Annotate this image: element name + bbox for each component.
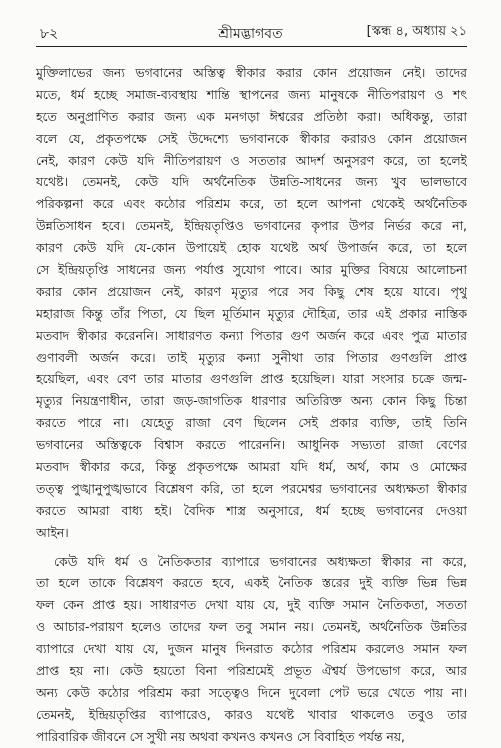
header-rule <box>36 46 467 47</box>
text-line: তেমনই, ইন্দ্রিয়তৃপ্তির ব্যাপারেও, কারও যথেষ্ট খাবার থাকলেও তবুও তার <box>36 706 467 722</box>
page-body <box>36 62 467 748</box>
paragraph <box>36 551 467 748</box>
text-line: প্রাপ্ত হয় না। কেউ হয়তো বিনা পরিশ্রমেই প্রভূত ঐশ্বর্য উপভোগ করে, আর <box>36 663 467 679</box>
text-line: হতে অনুপ্রাণিত করার জন্য এক মনগড়া ঈশ্বরের প্রতিষ্ঠা করা। অধিকন্তু, তারা <box>36 108 467 124</box>
text-line: নেই, কারণ কেউ যদি নীতিপরায়ণ ও সততার আদর্শ অনুসরণ করে, তা হলেই <box>36 152 467 168</box>
text-line: মতবাদ স্বীকার করেননি। সাধারণত কন্যা পিতার গুণ অর্জন করে এবং পুত্র মাতার <box>36 327 467 343</box>
text-line: অন্য কেউ কঠোর পরিশ্রম করা সত্ত্বেও দিনে দুবেলা পেট ভরে খেতে পায় না। <box>36 684 467 700</box>
page-header <box>0 22 501 46</box>
text-line: বলে যে, প্রকৃতপক্ষে সেই উদ্দেশ্যে ভগবানকে স্বীকার করারও কোন প্রয়োজন <box>36 130 467 146</box>
text-line: কারণ কেউ যদি যে-কোন উপায়েই হোক যথেষ্ট অর্থ উপার্জন করে, তা হলে <box>36 240 467 256</box>
text-line: কেউ যদি ধর্ম ও নৈতিকতার ব্যাপারে ভগবানের অধ্যক্ষতা স্বীকার না করে, <box>54 553 467 569</box>
paragraph <box>36 62 467 544</box>
text-line: ভগবানের অস্তিত্বকে বিশ্বাস করতে পারেননি। আধুনিক সভ্যতা রাজা বেণের <box>36 437 467 453</box>
text-line: পারিবারিক জীবনে সে সুখী নয় অথবা কখনও কখনও সে বিবাহিত পর্যন্ত নয়, <box>36 728 405 744</box>
text-line: ব্যাপারে দেখা যায় যে, দুজন মানুষ দিনরাত কঠোর পরিশ্রম করলেও সমান ফল <box>36 641 467 657</box>
text-line: মুক্তিলাভের জন্য ভগবানের অস্তিত্ব স্বীকার করার কোন প্রয়োজন নেই। তাদের <box>36 65 467 80</box>
text-line: গুণাবলী অর্জন করে। তাই মৃত্যুর কন্যা সুনীথা তার পিতার গুণগুলি প্রাপ্ত <box>36 349 467 365</box>
page-number: ৮২ <box>40 26 59 42</box>
text-line: ও আচার-পরায়ণ হলেও তাদের ফল তবু সমান নয়। তেমনই, অর্থনৈতিক উন্নতির <box>36 619 467 635</box>
text-line: মতে, ধর্ম হচ্ছে সমাজ-ব্যবস্থায় শান্তি স্থাপনের জন্য মানুষকে নীতিপরায়ণ ও শৎ <box>36 86 467 102</box>
text-line: হয়েছিল, এবং বেণ তার মাতার গুণগুলি প্রাপ্ত হয়েছিল। যারা সংসার চক্রে জন্ম- <box>36 371 467 387</box>
text-line: তা হলে তাকে বিশ্লেষণ করতে হবে, একই নৈতিক স্তরের দুই ব্যক্তি ভিন্ন ভিন্ন <box>36 575 467 591</box>
text-line: যথেষ্ট। তেমনই, কেউ যদি অর্থনৈতিক উন্নতি-সাধনের জন্য খুব ভালভাবে <box>36 174 467 190</box>
text-line: সে ইন্দ্রিয়তৃপ্তি সাধনের জন্য পর্যাপ্ত সুযোগ পাবে। আর মুক্তির বিষয়ে আলোচনা <box>36 262 467 278</box>
text-line: পরিকল্পনা করে এবং কঠোর পরিশ্রম করে, তা হলে আপনা থেকেই অর্থনৈতিক <box>36 196 467 212</box>
text-line: উন্নতিসাধন হবে। তেমনই, ইন্দ্রিয়তৃপ্তিও ভগবানের কৃপার উপর নির্ভর করে না, <box>36 218 467 234</box>
text-line: আইন। <box>36 524 69 540</box>
text-line: মতবাদ স্বীকার করে, কিন্তু প্রকৃতপক্ষে আমরা যদি ধর্ম, অর্থ, কাম ও মোক্ষের <box>36 459 467 475</box>
text-line: ফল কেন প্রাপ্ত হয়। সাধারণত দেখা যায় যে, দুই ব্যক্তি সমান নৈতিকতা, সততা <box>36 597 467 613</box>
text-line: মহারাজ কিন্তু তাঁর পিতা, যে ছিল মূর্তিমান মৃত্যুর দৌহিত্র, তার এই প্রকার নাস্তিক <box>36 305 467 321</box>
book-title: শ্রীমদ্ভাগবত <box>218 26 283 42</box>
text-line: মৃত্যুর নিয়ন্ত্রণাধীন, তারা জড়-জাগতিক ধারণার অতিরিক্ত অন্য কোন কিছু চিন্তা <box>36 393 467 409</box>
text-line: করার কোন প্রয়োজন নেই, কারণ মৃত্যুর পরে সব কিছু শেষ হয়ে যাবে। পৃথু <box>36 283 467 299</box>
text-line: করতে আমরা বাধ্য হই। বৈদিক শাস্ত্র অনুসারে, ধর্ম হচ্ছে ভগবানের দেওয়া <box>36 502 467 518</box>
section-reference: [স্কন্ধ ৪, অধ্যায় ২১ <box>366 24 467 39</box>
text-line: তত্ত্ব পুঙ্খানুপুঙ্খভাবে বিশ্লেষণ করি, তা হলে পরমেশ্বর ভগবানের অধ্যক্ষতা স্বীকার <box>36 480 467 496</box>
text-line: করতে পারে না। যেহেতু রাজা বেণ ছিলেন সেই প্রকার ব্যক্তি, তাই তিনি <box>36 415 467 431</box>
